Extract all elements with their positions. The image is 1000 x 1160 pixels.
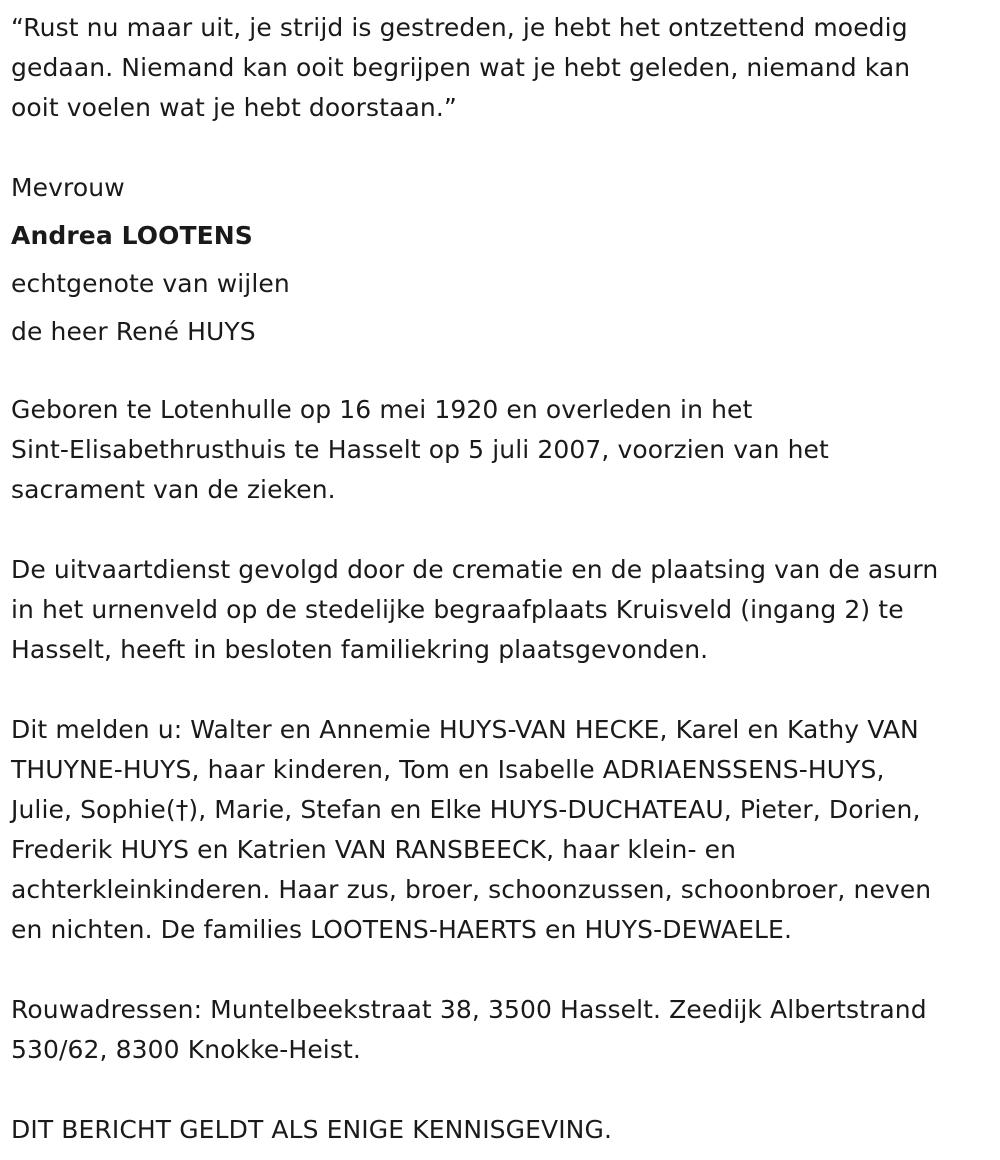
relation-line: echtgenote van wijlen bbox=[11, 269, 290, 298]
paragraph-line: Dit melden u: Walter en Annemie HUYS-VAN HECKE, Karel en Kathy VAN bbox=[11, 715, 919, 744]
spouse-line: de heer René HUYS bbox=[11, 317, 256, 346]
honorific: Mevrouw bbox=[11, 173, 125, 202]
paragraph-line: achterkleinkinderen. Haar zus, broer, schoonzussen, schoonbroer, neven bbox=[11, 875, 932, 904]
paragraph-line: 530/62, 8300 Knokke-Heist. bbox=[11, 1035, 361, 1064]
addresses-paragraph bbox=[11, 990, 990, 1070]
paragraph-line: Sint-Elisabethrusthuis te Hasselt op 5 juli 2007, voorzien van het bbox=[11, 435, 829, 464]
paragraph-line: sacrament van de zieken. bbox=[11, 475, 336, 504]
paragraph-line: en nichten. De families LOOTENS-HAERTS en HUYS-DEWAELE. bbox=[11, 915, 792, 944]
funeral-paragraph bbox=[11, 550, 990, 670]
memorial-quote bbox=[11, 8, 990, 128]
paragraph-line: THUYNE-HUYS, haar kinderen, Tom en Isabelle ADRIAENSSENS-HUYS, bbox=[11, 755, 885, 784]
paragraph-line: Julie, Sophie(†), Marie, Stefan en Elke HUYS-DUCHATEAU, Pieter, Dorien, bbox=[11, 795, 921, 824]
paragraph-line: De uitvaartdienst gevolgd door de crematie en de plaatsing van de asurn bbox=[11, 555, 939, 584]
paragraph-line: in het urnenveld op de stedelijke begraafplaats Kruisveld (ingang 2) te bbox=[11, 595, 904, 624]
quote-line: “Rust nu maar uit, je strijd is gestreden, je hebt het ontzettend moedig bbox=[11, 13, 908, 42]
paragraph-line: Geboren te Lotenhulle op 16 mei 1920 en overleden in het bbox=[11, 395, 753, 424]
closing-notice bbox=[11, 1110, 990, 1150]
quote-line: gedaan. Niemand kan ooit begrijpen wat je hebt geleden, niemand kan bbox=[11, 53, 911, 82]
deceased-block bbox=[11, 164, 990, 356]
announcers-paragraph bbox=[11, 710, 990, 950]
paragraph-line: Hasselt, heeft in besloten familiekring plaatsgevonden. bbox=[11, 635, 709, 664]
quote-line: ooit voelen wat je hebt doorstaan.” bbox=[11, 93, 457, 122]
birth-death-paragraph bbox=[11, 390, 990, 510]
closing-line: DIT BERICHT GELDT ALS ENIGE KENNISGEVING. bbox=[11, 1115, 612, 1144]
deceased-name: Andrea LOOTENS bbox=[11, 221, 253, 250]
paragraph-line: Rouwadressen: Muntelbeekstraat 38, 3500 Hasselt. Zeedijk Albertstrand bbox=[11, 995, 927, 1024]
paragraph-line: Frederik HUYS en Katrien VAN RANSBEECK, haar klein- en bbox=[11, 835, 737, 864]
